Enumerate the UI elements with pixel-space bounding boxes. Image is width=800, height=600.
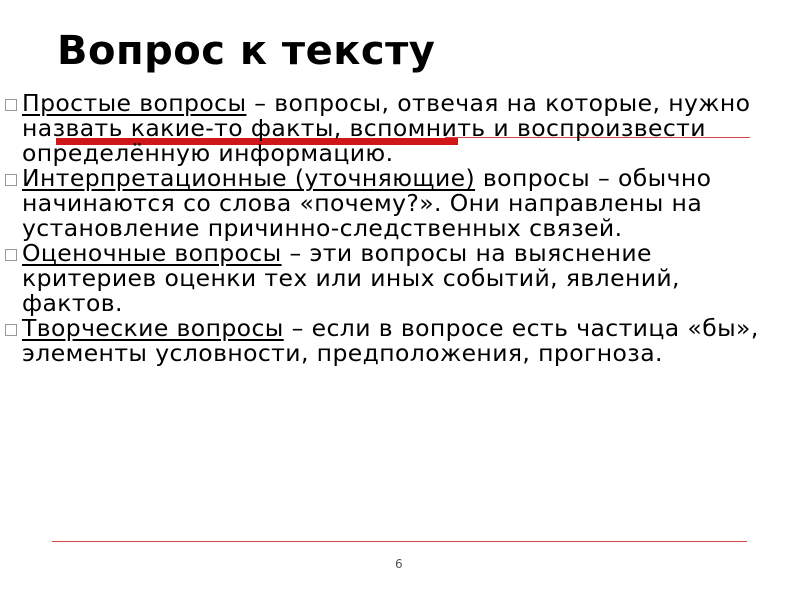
item-term: Простые вопросы [22,89,247,117]
item-text: – вопросы, отвечая на которые, нужно назвать какие-то факты, вспомнить и воспроизвести определённую информацию. [22,89,751,167]
list-item [4,316,764,366]
bullet-list [4,91,764,366]
square-bullet-icon [5,99,17,111]
square-bullet-icon [5,174,17,186]
item-text: вопросы – обычно начинаются со слова «почему?». Они направлены на установление причинно-следственных связей. [22,164,712,242]
list-item [4,241,764,316]
item-text: – эти вопросы на выяснение критериев оценки тех или иных событий, явлений, фактов. [22,239,680,317]
item-term: Интерпретационные (уточняющие) [22,164,476,192]
list-item [4,91,764,166]
footer-rule [52,541,747,542]
item-text: – если в вопросе есть частица «бы», элементы условности, предположения, прогноза. [22,314,759,367]
slide-title: Вопрос к тексту [57,28,436,74]
item-term: Оценочные вопросы [22,239,282,267]
square-bullet-icon [5,249,17,261]
page-number: 6 [395,557,403,571]
list-item [4,166,764,241]
square-bullet-icon [5,324,17,336]
item-term: Творческие вопросы [22,314,284,342]
